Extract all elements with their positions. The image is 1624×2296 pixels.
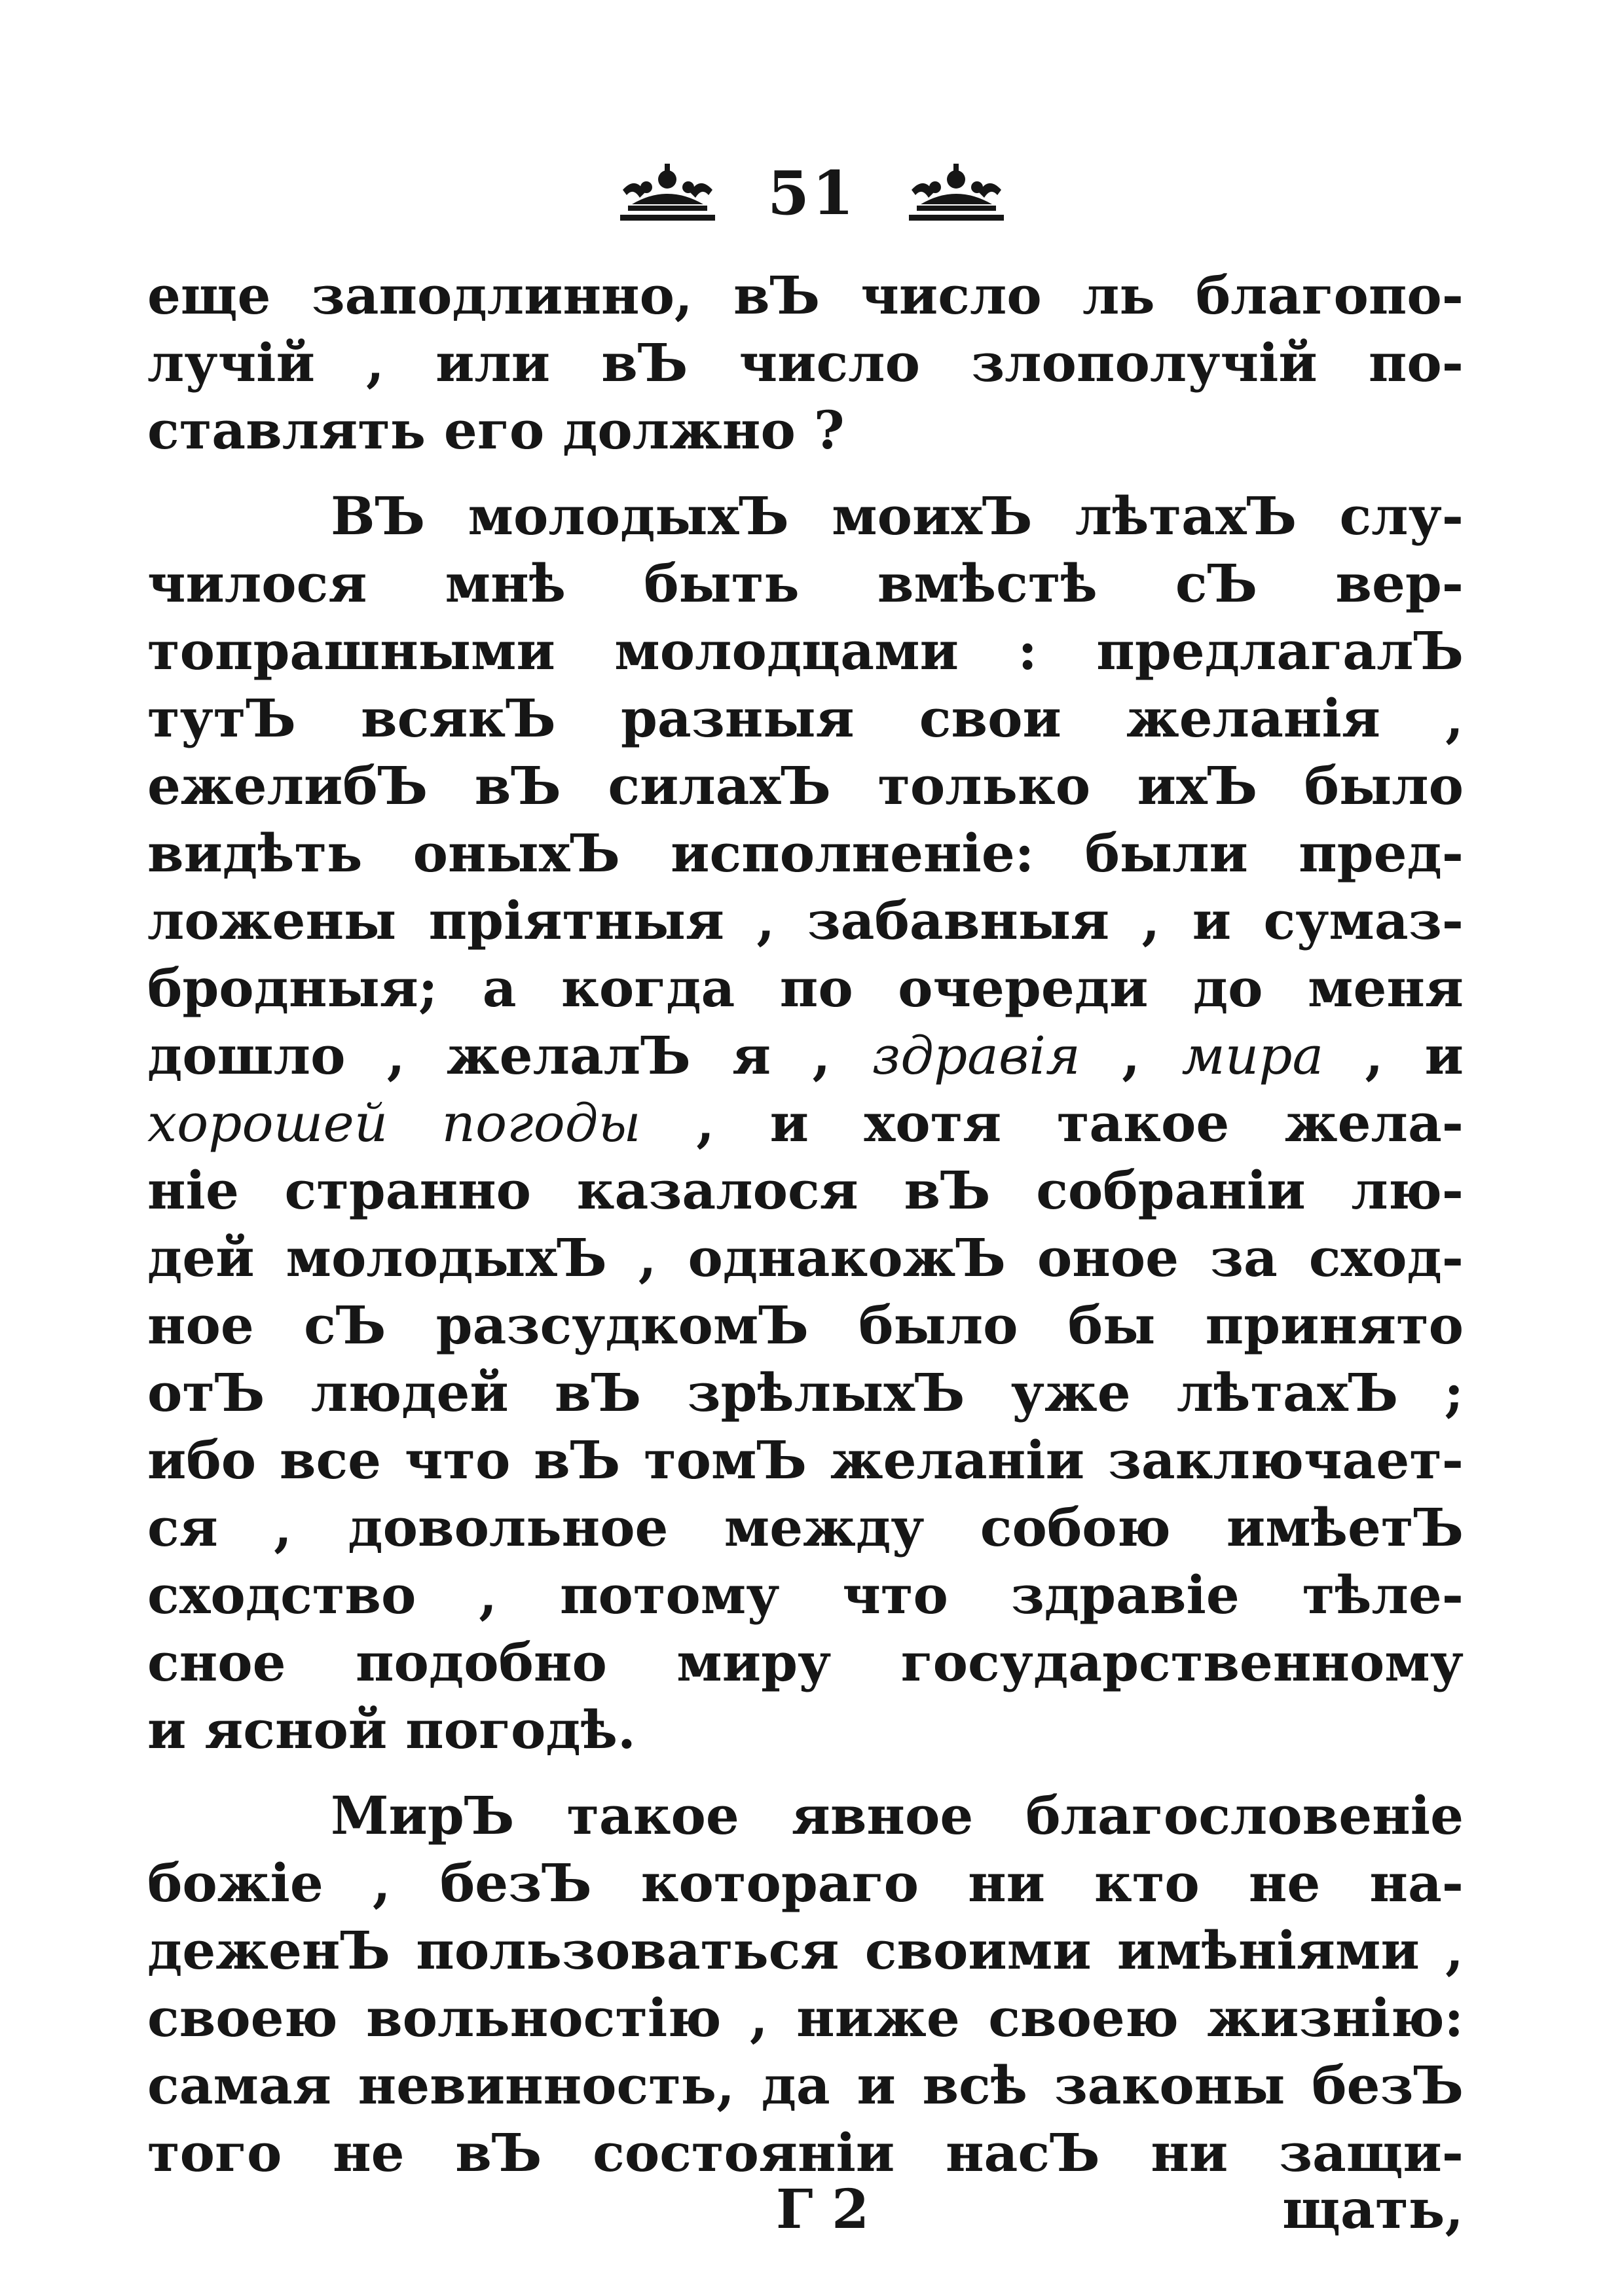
text-line: ное сЪ разсудкомЪ было бы принято <box>147 1294 1464 1356</box>
text-line: дей молодыхЪ , однакожЪ оное за сход- <box>147 1227 1464 1288</box>
signature-mark: Г 2 <box>776 2178 870 2241</box>
text-line: сходство , потому что здравіе тѣле- <box>147 1564 1464 1626</box>
text-line: бродныя; а когда по очереди до меня <box>147 957 1464 1019</box>
italic-phrase: хорошей погоды <box>147 1093 641 1154</box>
body-text <box>147 262 1464 2187</box>
text-line: сное подобно миру государственному <box>147 1631 1464 1693</box>
text-line: чилося мнѣ быть вмѣстѣ сЪ вер- <box>147 553 1464 614</box>
page-header <box>0 151 1624 236</box>
text-line: ставлять его должно ? <box>147 399 845 461</box>
text-line: тутЪ всякЪ разныя свои желанія , <box>147 687 1464 749</box>
crown-ornament-icon <box>902 157 1010 229</box>
page-number: 51 <box>767 158 857 228</box>
text-segment: , и хотя такое жела- <box>640 1092 1464 1154</box>
text-line: ВЪ молодыхЪ моихЪ лѣтахЪ слу- <box>331 485 1464 547</box>
crown-ornament-icon <box>614 157 722 229</box>
italic-phrase: мира <box>1181 1025 1324 1086</box>
text-segment: дошло , желалЪ я , <box>147 1025 872 1086</box>
text-line: деженЪ пользоваться своими имѣніями , <box>147 1920 1464 1981</box>
text-line: МирЪ такое явное благословеніе <box>331 1785 1464 1846</box>
text-line: ніе странно казалося вЪ собраніи лю- <box>147 1159 1464 1221</box>
text-segment: , <box>1080 1025 1182 1086</box>
text-segment: , и <box>1323 1025 1464 1086</box>
text-line: видѣть оныхЪ исполненіе: были пред- <box>147 822 1464 884</box>
text-line: своею вольностію , ниже своею жизнію: <box>147 1987 1464 2049</box>
text-line: ежелибЪ вЪ силахЪ только ихЪ было <box>147 755 1464 816</box>
text-line: лучій , или вЪ число злополучій по- <box>147 332 1464 393</box>
text-line: ложены пріятныя , забавныя , и сумаз- <box>147 890 1464 951</box>
page-footer <box>147 2174 1464 2246</box>
text-line: божіе , безЪ котораго ни кто не на- <box>147 1852 1464 1914</box>
text-line: топрашными молодцами : предлагалЪ <box>147 620 1464 682</box>
text-line: того не вЪ состояніи насЪ ни защи- <box>147 2122 1464 2183</box>
text-line <box>147 1022 1464 1089</box>
text-line: ся , довольное между собою имѣетЪ <box>147 1497 1464 1558</box>
text-line: еще заподлинно, вЪ число ль благопо- <box>147 264 1464 326</box>
text-line: и ясной погодѣ. <box>147 1699 636 1760</box>
text-line: ибо все что вЪ томЪ желаніи заключает- <box>147 1429 1464 1491</box>
text-line: отЪ людей вЪ зрѣлыхЪ уже лѣтахЪ ; <box>147 1362 1464 1423</box>
italic-phrase: здравія <box>872 1025 1080 1086</box>
catchword: щать, <box>1282 2178 1464 2241</box>
text-line: самая невинность, да и всѣ законы безЪ <box>147 2054 1464 2116</box>
text-line <box>147 1089 1464 1157</box>
